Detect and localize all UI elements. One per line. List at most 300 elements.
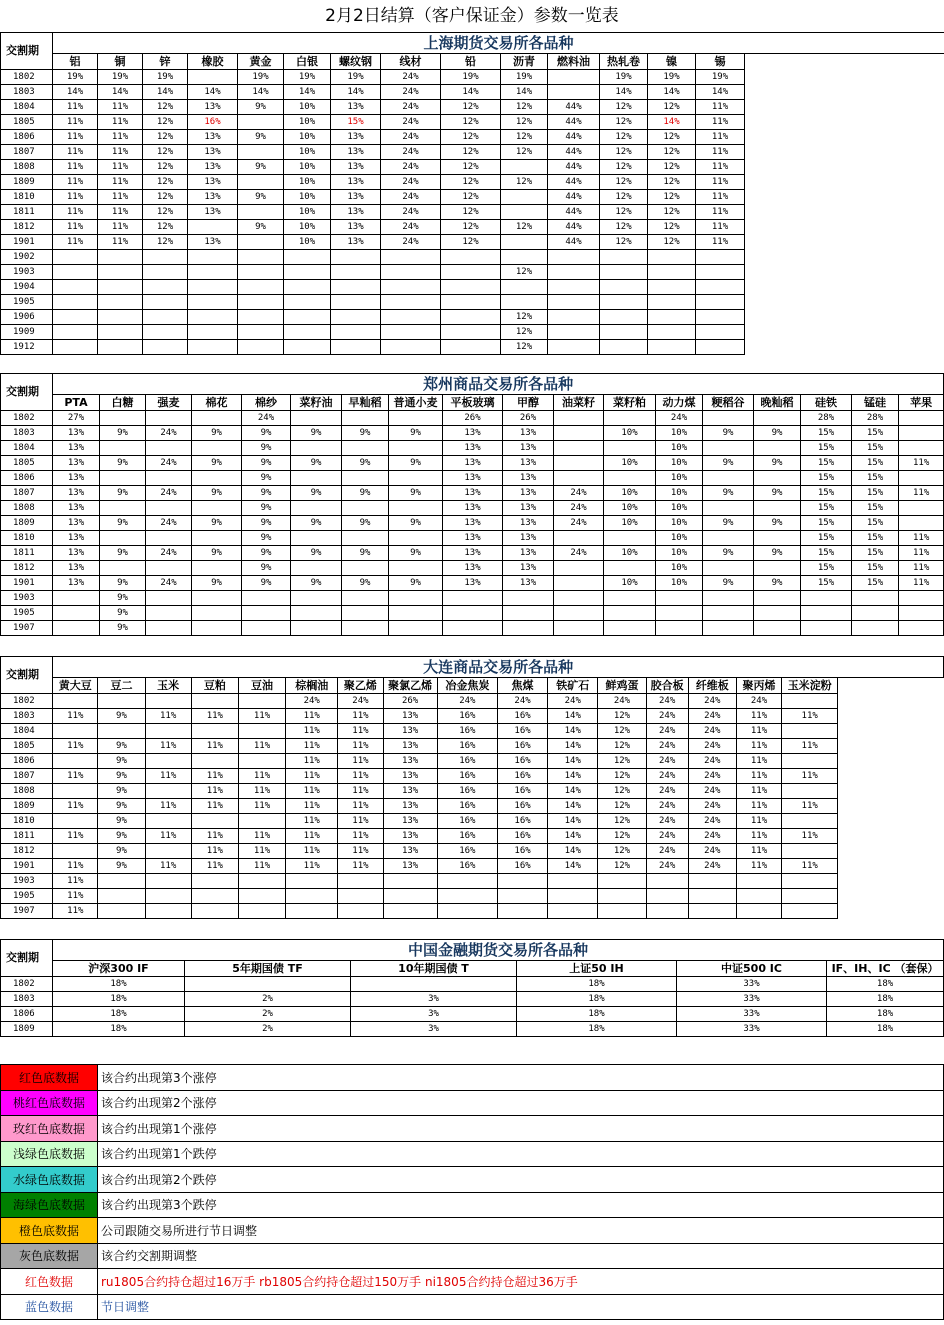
margin-rate: 15% — [801, 441, 852, 456]
margin-rate: 13% — [503, 516, 554, 531]
margin-rate: 9% — [192, 486, 242, 501]
margin-rate — [331, 310, 381, 325]
margin-rate: 11% — [736, 859, 781, 874]
margin-rate: 11% — [191, 709, 238, 724]
delivery-period: 1808 — [1, 160, 53, 175]
delivery-period: 1808 — [1, 501, 53, 516]
margin-rate: 11% — [53, 205, 98, 220]
margin-rate — [497, 889, 547, 904]
margin-rate: 16% — [188, 115, 238, 130]
margin-rate — [604, 561, 656, 576]
margin-rate: 10% — [284, 115, 331, 130]
product-name: 沪深300 IF — [53, 961, 185, 977]
margin-rate: 11% — [736, 829, 781, 844]
margin-rate — [331, 250, 381, 265]
margin-rate — [338, 889, 383, 904]
margin-rate: 9% — [242, 531, 291, 546]
margin-rate: 44% — [548, 100, 600, 115]
margin-rate — [291, 501, 342, 516]
margin-rate: 24% — [646, 724, 688, 739]
margin-rate — [548, 280, 600, 295]
table-row — [1, 814, 944, 829]
product-name: 平板玻璃 — [443, 395, 503, 411]
margin-rate: 24% — [286, 694, 338, 709]
margin-rate — [192, 471, 242, 486]
table-row — [1, 977, 944, 992]
margin-rate: 16% — [437, 844, 497, 859]
delivery-period: 1809 — [1, 799, 53, 814]
margin-rate — [548, 265, 600, 280]
margin-rate: 24% — [554, 516, 604, 531]
margin-rate: 11% — [899, 531, 944, 546]
margin-rate: 12% — [648, 220, 696, 235]
margin-rate: 9% — [703, 486, 754, 501]
margin-rate: 24% — [381, 100, 441, 115]
margin-rate: 9% — [98, 859, 145, 874]
margin-rate: 15% — [852, 546, 899, 561]
margin-rate — [98, 310, 143, 325]
margin-rate — [291, 531, 342, 546]
margin-rate — [604, 621, 656, 636]
empty-cell — [745, 85, 944, 100]
delivery-period: 1802 — [1, 411, 53, 426]
margin-rate: 11% — [338, 709, 383, 724]
empty-cell — [745, 130, 944, 145]
margin-rate — [899, 516, 944, 531]
margin-rate: 12% — [501, 175, 548, 190]
delivery-period: 1811 — [1, 205, 53, 220]
margin-rate: 15% — [801, 561, 852, 576]
margin-rate — [600, 310, 648, 325]
margin-rate: 10% — [284, 235, 331, 250]
margin-rate: 14% — [188, 85, 238, 100]
delivery-period: 1805 — [1, 115, 53, 130]
margin-rate — [331, 265, 381, 280]
margin-rate — [238, 175, 284, 190]
table-row — [1, 1007, 944, 1022]
table-row — [1, 576, 944, 591]
margin-rate — [899, 501, 944, 516]
margin-rate — [899, 411, 944, 426]
margin-rate: 12% — [441, 145, 501, 160]
margin-rate: 11% — [696, 160, 745, 175]
margin-rate: 18% — [53, 977, 185, 992]
dce-margin-table — [0, 656, 944, 919]
margin-rate: 9% — [242, 426, 291, 441]
margin-rate — [782, 874, 838, 889]
margin-rate — [338, 904, 383, 919]
margin-rate: 16% — [437, 739, 497, 754]
margin-rate: 11% — [53, 220, 98, 235]
margin-rate: 27% — [53, 411, 100, 426]
margin-rate: 18% — [827, 1007, 944, 1022]
margin-rate: 11% — [191, 829, 238, 844]
margin-rate — [146, 411, 192, 426]
margin-rate — [554, 606, 604, 621]
margin-rate — [554, 471, 604, 486]
margin-rate — [548, 340, 600, 355]
margin-rate: 12% — [598, 814, 646, 829]
margin-rate: 14% — [548, 724, 598, 739]
margin-rate: 24% — [381, 220, 441, 235]
margin-rate — [53, 844, 98, 859]
margin-rate — [801, 621, 852, 636]
margin-rate — [53, 280, 98, 295]
table-row — [1, 441, 944, 456]
table-row — [1, 145, 944, 160]
table-row — [1, 739, 944, 754]
margin-rate: 9% — [98, 754, 145, 769]
margin-rate: 13% — [383, 829, 437, 844]
margin-rate: 10% — [284, 145, 331, 160]
margin-rate: 13% — [443, 426, 503, 441]
margin-rate — [899, 621, 944, 636]
margin-rate: 13% — [383, 859, 437, 874]
margin-rate: 12% — [598, 844, 646, 859]
margin-rate: 12% — [441, 205, 501, 220]
legend-swatch: 灰色底数据 — [1, 1243, 98, 1269]
margin-rate: 9% — [192, 456, 242, 471]
margin-rate: 15% — [852, 486, 899, 501]
margin-rate — [145, 784, 191, 799]
margin-rate: 12% — [648, 160, 696, 175]
margin-rate: 9% — [192, 576, 242, 591]
empty-cell — [838, 889, 944, 904]
margin-rate — [703, 411, 754, 426]
margin-rate: 24% — [646, 709, 688, 724]
margin-rate: 10% — [604, 546, 656, 561]
margin-rate: 44% — [548, 130, 600, 145]
margin-rate — [852, 606, 899, 621]
margin-rate: 13% — [503, 441, 554, 456]
margin-rate: 11% — [53, 859, 98, 874]
delivery-period: 1812 — [1, 220, 53, 235]
margin-rate: 19% — [501, 70, 548, 85]
margin-rate: 44% — [548, 220, 600, 235]
margin-rate: 10% — [656, 576, 703, 591]
margin-rate: 9% — [754, 516, 801, 531]
margin-rate: 12% — [501, 130, 548, 145]
margin-rate: 13% — [188, 100, 238, 115]
empty-cell — [745, 115, 944, 130]
product-name: 黄金 — [238, 54, 284, 70]
margin-rate: 3% — [351, 1022, 517, 1037]
margin-rate: 15% — [801, 531, 852, 546]
margin-rate: 44% — [548, 115, 600, 130]
margin-rate: 10% — [604, 516, 656, 531]
product-name: 硅铁 — [801, 395, 852, 411]
legend-row — [1, 1090, 944, 1116]
margin-rate: 15% — [852, 456, 899, 471]
margin-rate: 9% — [703, 426, 754, 441]
margin-rate — [696, 340, 745, 355]
margin-rate: 13% — [53, 501, 100, 516]
margin-rate — [146, 606, 192, 621]
margin-rate: 24% — [646, 814, 688, 829]
delivery-period: 1805 — [1, 456, 53, 471]
margin-rate: 13% — [503, 486, 554, 501]
delivery-period: 1809 — [1, 516, 53, 531]
margin-rate: 24% — [736, 694, 781, 709]
margin-rate — [703, 591, 754, 606]
legend-description: 该合约出现第1个涨停 — [98, 1116, 944, 1142]
legend-swatch: 海绿色底数据 — [1, 1192, 98, 1218]
margin-rate — [381, 340, 441, 355]
margin-rate — [191, 724, 238, 739]
margin-rate: 11% — [286, 784, 338, 799]
margin-rate — [899, 441, 944, 456]
legend-swatch: 红色数据 — [1, 1269, 98, 1295]
margin-rate: 11% — [286, 814, 338, 829]
empty-cell — [838, 859, 944, 874]
legend-row — [1, 1065, 944, 1091]
margin-rate: 16% — [437, 709, 497, 724]
margin-rate: 16% — [497, 709, 547, 724]
delivery-period: 1907 — [1, 904, 53, 919]
empty-cell — [838, 739, 944, 754]
margin-rate: 11% — [736, 784, 781, 799]
legend-swatch: 橙色底数据 — [1, 1218, 98, 1244]
margin-rate: 13% — [53, 531, 100, 546]
table-row — [1, 295, 944, 310]
margin-rate — [548, 250, 600, 265]
margin-rate: 11% — [286, 799, 338, 814]
legend-row — [1, 1192, 944, 1218]
empty-cell — [745, 145, 944, 160]
margin-rate: 11% — [286, 709, 338, 724]
empty-cell — [838, 844, 944, 859]
margin-rate: 14% — [548, 769, 598, 784]
margin-rate: 9% — [100, 576, 146, 591]
margin-rate: 15% — [852, 471, 899, 486]
margin-rate — [192, 441, 242, 456]
margin-rate: 12% — [441, 160, 501, 175]
empty-cell — [838, 799, 944, 814]
margin-rate: 9% — [100, 426, 146, 441]
table-row — [1, 340, 944, 355]
margin-rate: 13% — [443, 486, 503, 501]
table-row — [1, 1022, 944, 1037]
margin-rate — [548, 310, 600, 325]
margin-rate: 9% — [754, 576, 801, 591]
margin-rate — [497, 904, 547, 919]
table-row — [1, 754, 944, 769]
empty-cell — [745, 70, 944, 85]
margin-rate — [188, 340, 238, 355]
margin-rate: 9% — [389, 546, 443, 561]
margin-rate: 11% — [338, 859, 383, 874]
margin-rate: 10% — [656, 486, 703, 501]
margin-rate — [100, 471, 146, 486]
delivery-period: 1802 — [1, 694, 53, 709]
margin-rate: 19% — [331, 70, 381, 85]
margin-rate: 11% — [338, 769, 383, 784]
margin-rate — [703, 441, 754, 456]
margin-rate — [554, 411, 604, 426]
margin-rate: 24% — [381, 145, 441, 160]
margin-rate — [143, 295, 188, 310]
margin-rate — [554, 561, 604, 576]
margin-rate: 9% — [238, 220, 284, 235]
margin-rate: 11% — [98, 130, 143, 145]
margin-rate: 12% — [143, 130, 188, 145]
margin-rate — [648, 310, 696, 325]
margin-rate — [238, 814, 285, 829]
margin-rate: 13% — [53, 486, 100, 501]
margin-rate: 16% — [437, 814, 497, 829]
margin-rate: 13% — [383, 799, 437, 814]
margin-rate — [381, 325, 441, 340]
margin-rate — [604, 411, 656, 426]
margin-rate: 11% — [338, 814, 383, 829]
margin-rate: 11% — [53, 829, 98, 844]
margin-rate: 12% — [143, 115, 188, 130]
margin-rate — [191, 694, 238, 709]
margin-rate: 24% — [146, 576, 192, 591]
margin-rate — [331, 340, 381, 355]
product-name: 线材 — [381, 54, 441, 70]
margin-rate: 9% — [98, 844, 145, 859]
margin-rate — [600, 265, 648, 280]
margin-rate — [286, 904, 338, 919]
legend-row — [1, 1269, 944, 1295]
product-name: 10年期国债 T — [351, 961, 517, 977]
margin-rate: 9% — [242, 561, 291, 576]
margin-rate — [703, 621, 754, 636]
margin-rate: 12% — [441, 190, 501, 205]
margin-rate: 9% — [242, 471, 291, 486]
margin-rate: 13% — [503, 426, 554, 441]
product-name: 白糖 — [100, 395, 146, 411]
margin-rate: 9% — [100, 546, 146, 561]
margin-rate — [646, 889, 688, 904]
margin-rate: 11% — [899, 561, 944, 576]
margin-rate — [53, 784, 98, 799]
delivery-period: 1903 — [1, 591, 53, 606]
empty-cell — [745, 160, 944, 175]
empty-cell — [745, 310, 944, 325]
margin-rate: 11% — [238, 709, 285, 724]
margin-rate — [191, 904, 238, 919]
margin-rate: 12% — [143, 205, 188, 220]
margin-rate — [801, 606, 852, 621]
margin-rate — [100, 411, 146, 426]
margin-rate — [501, 205, 548, 220]
product-name: 棕榈油 — [286, 678, 338, 694]
margin-rate: 11% — [286, 769, 338, 784]
margin-rate — [143, 280, 188, 295]
exchange-name: 郑州商品交易所各品种 — [53, 374, 944, 395]
margin-rate: 9% — [754, 486, 801, 501]
margin-rate: 11% — [98, 190, 143, 205]
table-row — [1, 724, 944, 739]
margin-rate: 10% — [656, 426, 703, 441]
margin-rate: 9% — [98, 709, 145, 724]
margin-rate — [501, 250, 548, 265]
margin-rate: 10% — [656, 471, 703, 486]
margin-rate: 11% — [53, 115, 98, 130]
product-name: 铁矿石 — [548, 678, 598, 694]
product-name: 橡胶 — [188, 54, 238, 70]
margin-rate: 14% — [548, 784, 598, 799]
margin-rate: 13% — [188, 145, 238, 160]
margin-rate — [146, 621, 192, 636]
product-name: 豆二 — [98, 678, 145, 694]
product-name: PTA — [53, 395, 100, 411]
margin-rate — [503, 591, 554, 606]
product-name: 棉纱 — [242, 395, 291, 411]
margin-rate: 12% — [600, 100, 648, 115]
margin-rate: 9% — [342, 516, 389, 531]
margin-rate — [53, 591, 100, 606]
table-row — [1, 606, 944, 621]
margin-rate — [342, 501, 389, 516]
table-row — [1, 844, 944, 859]
legend-description: 该合约交割期调整 — [98, 1243, 944, 1269]
margin-rate — [53, 814, 98, 829]
margin-rate: 13% — [53, 561, 100, 576]
legend-description: ru1805合约持仓超过16万手 rb1805合约持仓超过150万手 ni1805合约持仓超过36万手 — [98, 1269, 944, 1295]
margin-rate: 12% — [648, 175, 696, 190]
margin-rate: 12% — [143, 160, 188, 175]
margin-rate: 12% — [598, 799, 646, 814]
empty-cell — [838, 678, 944, 694]
margin-rate: 11% — [338, 844, 383, 859]
margin-rate: 24% — [646, 784, 688, 799]
margin-rate: 16% — [497, 724, 547, 739]
margin-rate — [554, 591, 604, 606]
margin-rate — [782, 889, 838, 904]
margin-rate: 11% — [736, 814, 781, 829]
margin-rate: 11% — [696, 190, 745, 205]
margin-rate: 24% — [497, 694, 547, 709]
margin-rate — [145, 889, 191, 904]
margin-rate: 12% — [648, 235, 696, 250]
margin-rate: 9% — [342, 426, 389, 441]
product-name: 聚乙烯 — [338, 678, 383, 694]
margin-rate: 12% — [598, 769, 646, 784]
margin-rate — [192, 411, 242, 426]
margin-rate: 28% — [801, 411, 852, 426]
margin-rate: 12% — [600, 205, 648, 220]
margin-rate: 11% — [696, 235, 745, 250]
table-row — [1, 130, 944, 145]
margin-rate: 11% — [899, 576, 944, 591]
margin-rate: 24% — [646, 769, 688, 784]
delivery-period: 1811 — [1, 829, 53, 844]
margin-rate: 13% — [383, 724, 437, 739]
margin-rate — [501, 160, 548, 175]
margin-rate: 15% — [852, 441, 899, 456]
margin-rate: 26% — [503, 411, 554, 426]
margin-rate: 16% — [437, 769, 497, 784]
margin-rate: 24% — [688, 859, 736, 874]
margin-rate: 12% — [501, 310, 548, 325]
margin-rate: 10% — [656, 516, 703, 531]
exchange-name: 中国金融期货交易所各品种 — [53, 940, 944, 961]
margin-rate: 10% — [604, 426, 656, 441]
table-row — [1, 889, 944, 904]
margin-rate: 11% — [782, 709, 838, 724]
margin-rate: 18% — [827, 977, 944, 992]
table-row — [1, 829, 944, 844]
margin-rate — [238, 340, 284, 355]
delivery-period: 1903 — [1, 874, 53, 889]
margin-rate — [548, 889, 598, 904]
margin-rate: 13% — [331, 220, 381, 235]
margin-rate: 24% — [554, 486, 604, 501]
margin-rate — [291, 561, 342, 576]
